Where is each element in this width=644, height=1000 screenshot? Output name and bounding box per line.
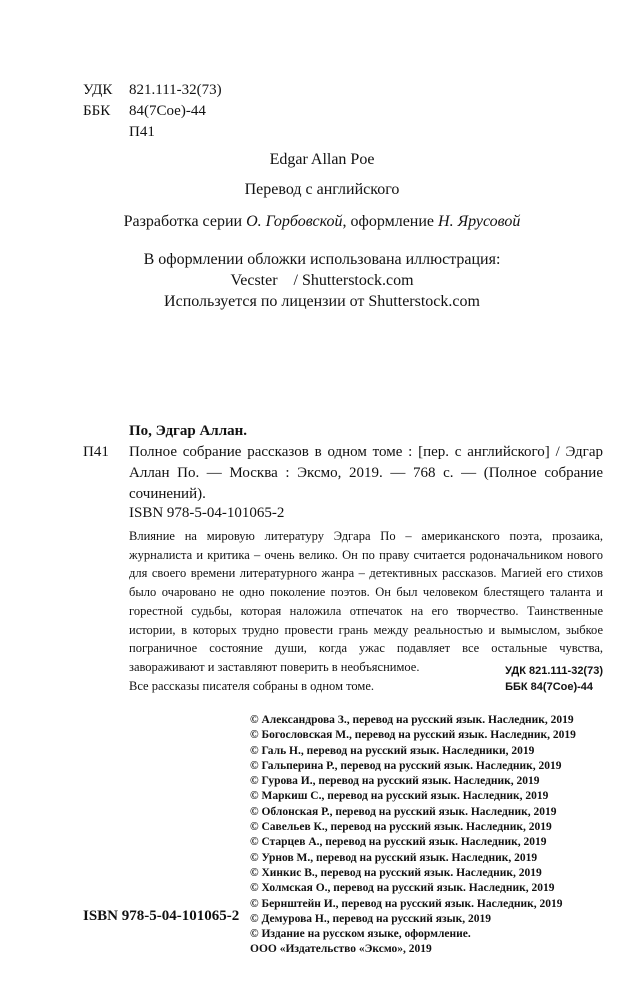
copyright-line: © Демурова Н., перевод на русский язык, 2019 xyxy=(250,912,491,925)
author-mark: П41 xyxy=(129,124,155,140)
illustration-line-3: Используется по лицензии от Shutterstock.com xyxy=(164,293,480,310)
copyright-line: © Облонская Р., перевод на русский язык. Наследник, 2019 xyxy=(250,805,557,818)
series-designer: О. Горбовской xyxy=(246,213,343,230)
author-heading: По, Эдгар Аллан. xyxy=(129,423,248,439)
classification-codes xyxy=(83,80,222,143)
copyright-line: © Бернштейн И., перевод на русский язык. Наследник, 2019 xyxy=(250,897,563,910)
copyright-line: © Гальперина Р., перевод на русский язык. Наследник, 2019 xyxy=(250,759,562,772)
copyright-line: © Маркиш С., перевод на русский язык. Наследник, 2019 xyxy=(250,790,549,803)
bottom-codes xyxy=(129,663,603,695)
annotation-paragraph-2: Все рассказы писателя собраны в одном томе. xyxy=(129,678,375,693)
original-author: Edgar Allan Poe xyxy=(269,151,375,168)
translation-note: Перевод с английского xyxy=(244,181,400,198)
illustration-line-1: В оформлении обложки использована иллюстрация: xyxy=(143,251,501,268)
biblio-description: Полное собрание рассказов в одном томе : [пер. с английского] / Эдгар Аллан По. — Москва : Эксмо, 2019. — 768 с. — (Полное собрание сочинений). xyxy=(129,444,603,502)
bbk-row xyxy=(83,101,222,122)
bbk-value: 84(7Сое)-44 xyxy=(129,103,206,119)
annotation-paragraph-1: Влияние на мировую литературу Эдгара По – американского поэта, прозаика, журналиста и критика – очень велико. Он по праву считается родоначальником нового для своего времени литературного жанра – детективных рассказов. Магией его стихов было очаровано не одно поколение поэтов. Он был человеком блестящего таланта и горестной судьбы, которая наложила отпечаток на его творчество. Таинственные истории, в которых трудно провести грань между реальностью и вымыслом, зыбкое пограничное состояние души, когда ужас подавляет все остальные чувства, завораживают и заставляют поверить в необъяснимое. xyxy=(129,529,603,674)
copyright-line: © Холмская О., перевод на русский язык. Наследник, 2019 xyxy=(250,882,555,895)
bibliographic-record xyxy=(83,421,603,505)
udk-value: 821.111-32(73) xyxy=(129,82,222,98)
copyright-line: © Гурова И., перевод на русский язык. Наследник, 2019 xyxy=(250,775,540,788)
copyright-line: © Богословская М., перевод на русский язык. Наследник, 2019 xyxy=(250,729,576,742)
biblio-code: П41 xyxy=(83,444,109,460)
copyright-line: © Галь Н., перевод на русский язык. Наследники, 2019 xyxy=(250,744,535,757)
bottom-udk: УДК 821.111-32(73) xyxy=(505,665,603,677)
illustration-line-2: Vecster / Shutterstock.com xyxy=(230,272,414,289)
isbn-line: ISBN 978-5-04-101065-2 xyxy=(129,505,285,521)
udk-row xyxy=(83,80,222,101)
copyright-line: © Савельев К., перевод на русский язык. Наследник, 2019 xyxy=(250,821,552,834)
bottom-bbk: ББК 84(7Сое)-44 xyxy=(505,681,594,693)
copyright-line: © Урнов М., перевод на русский язык. Наследник, 2019 xyxy=(250,851,538,864)
copyright-line: © Старцев А., перевод на русский язык. Наследник, 2019 xyxy=(250,836,547,849)
copyright-line: © Хинкис В., перевод на русский язык. Наследник, 2019 xyxy=(250,866,542,879)
author-mark-row xyxy=(83,122,222,143)
copyright-list xyxy=(250,713,576,958)
series-credits xyxy=(0,213,644,231)
copyright-line: © Издание на русском языке, оформление. xyxy=(250,928,471,941)
series-middle: , оформление xyxy=(342,213,439,230)
copyright-line: © Александрова З., перевод на русский язык. Наследник, 2019 xyxy=(250,714,574,726)
isbn-footer: ISBN 978-5-04-101065-2 xyxy=(83,908,240,924)
udk-label: УДК xyxy=(83,82,113,98)
cover-designer: Н. Ярусовой xyxy=(438,213,521,230)
bbk-label: ББК xyxy=(83,103,111,119)
series-prefix: Разработка серии xyxy=(123,213,247,230)
illustration-credits xyxy=(0,249,644,312)
copyright-line: ООО «Издательство «Эксмо», 2019 xyxy=(250,943,432,956)
